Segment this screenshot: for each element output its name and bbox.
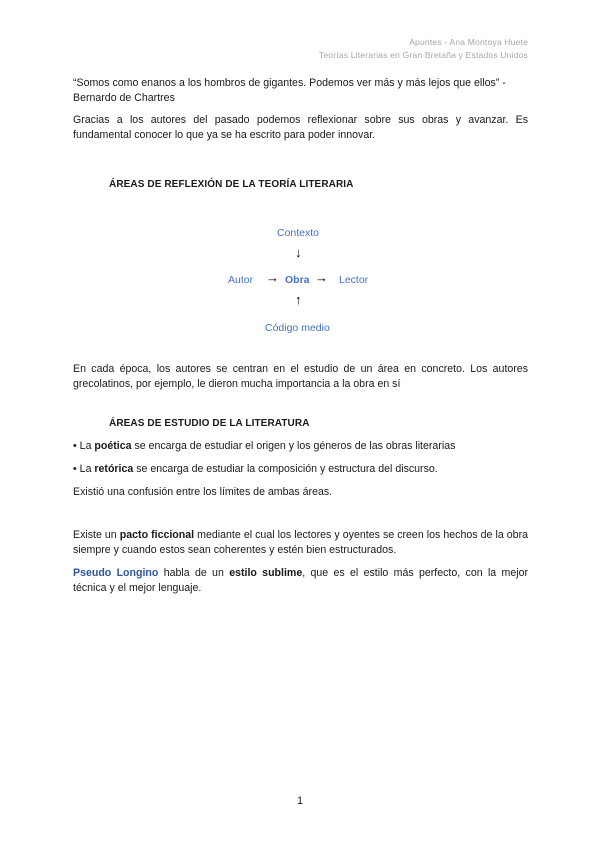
name-pseudo-longino: Pseudo Longino — [73, 567, 159, 579]
header-course: Teorías Literarias en Gran Bretaña y Estados Unidos — [318, 50, 528, 60]
arrow-right-icon: → — [266, 270, 279, 285]
literary-theory-diagram — [73, 192, 528, 362]
page-header — [319, 36, 528, 62]
bullet-icon: • — [73, 463, 77, 475]
confusion-line: Existió una confusión entre los límites de ambas áreas. — [73, 486, 333, 498]
section-title-reflexion: ÁREAS DE REFLEXIÓN DE LA TEORÍA LITERARIA — [109, 179, 354, 190]
term-pacto-ficcional: pacto ficcional — [119, 529, 195, 541]
diagram-obra: Obra — [285, 274, 310, 286]
longino-paragraph: Pseudo Longino habla de un estilo sublime, que es el estilo más perfecto, con la mejor técnica y el mejor lenguaje. — [73, 567, 529, 594]
section-title-estudio: ÁREAS DE ESTUDIO DE LA LITERATURA — [109, 418, 310, 429]
term-estilo-sublime: estilo sublime — [229, 567, 303, 579]
pacto-paragraph: Existe un pacto ficcional mediante el cual los lectores y oyentes se creen los hechos de la obra siempre y cuando estos sean coherentes y estén bien estructurados. — [73, 529, 528, 556]
arrow-up-icon: ↑ — [295, 292, 302, 307]
term-retorica: retórica — [94, 463, 134, 475]
arrow-down-icon: ↓ — [295, 245, 302, 260]
diagram-autor: Autor — [228, 274, 254, 286]
term-poetica: poética — [94, 440, 132, 452]
intro-paragraph: Gracias a los autores del pasado podemos reflexionar sobre sus obras y avanzar. Es fundamental conocer lo que ya se ha escrito para poder innovar. — [73, 114, 528, 141]
opening-quote: “Somos como enanos a los hombros de gigantes. Podemos ver más y más lejos que ellos” - Bernardo de Chartres — [73, 77, 506, 104]
bullet-poetica: • La poética se encarga de estudiar el origen y los géneros de las obras literarias — [73, 440, 456, 452]
epoca-paragraph: En cada época, los autores se centran en el estudio de un área en concreto. Los autores grecolatinos, por ejemplo, le dieron mucha importancia a la obra en sí — [73, 363, 528, 390]
document-body — [73, 76, 528, 604]
diagram-contexto: Contexto — [277, 227, 320, 239]
bullet-icon: • — [73, 440, 77, 452]
bullet-retorica: • La retórica se encarga de estudiar la composición y estructura del discurso. — [73, 463, 438, 475]
diagram-lector: Lector — [339, 274, 369, 286]
diagram-codigo-medio: Código medio — [265, 322, 330, 334]
page-number: 1 — [296, 795, 304, 807]
arrow-right-icon: → — [315, 270, 328, 285]
header-author: Apuntes - Ana Montoya Huete — [409, 37, 528, 47]
